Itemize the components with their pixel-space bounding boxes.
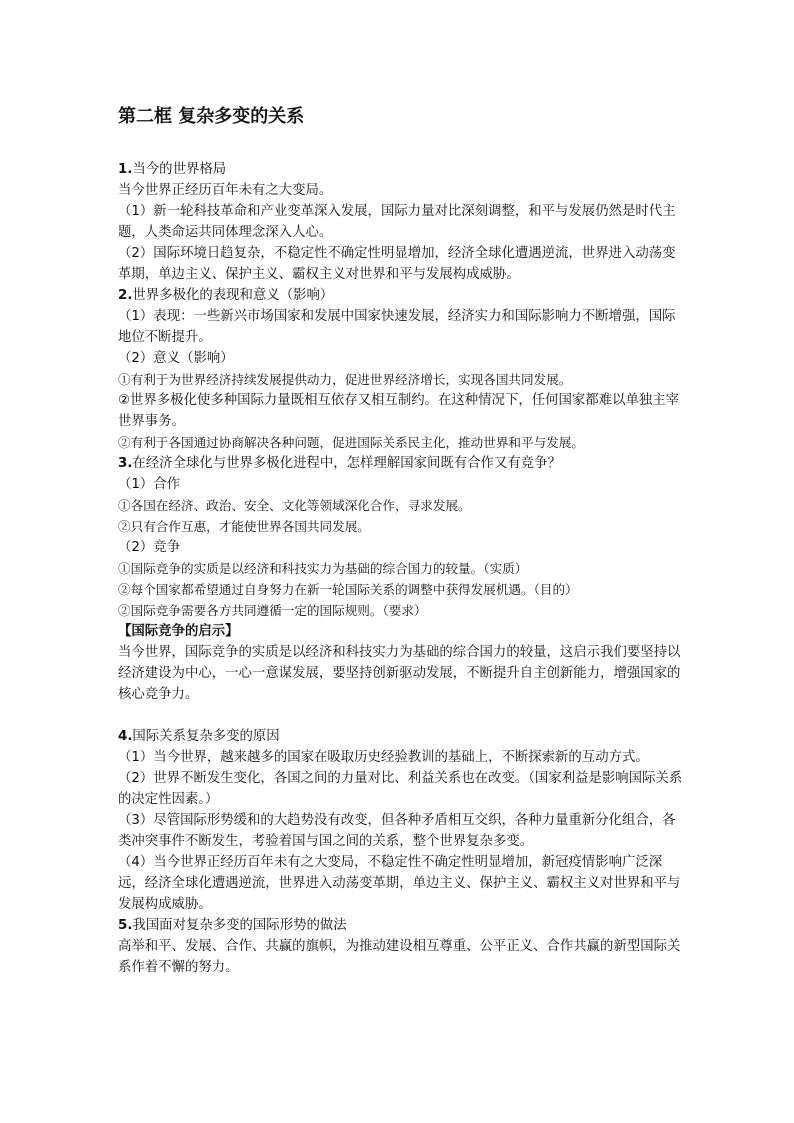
blank-line [118, 705, 688, 726]
paragraph: ②有利于各国通过协商解决各种问题，促进国际关系民主化，推动世界和平与发展。 [118, 435, 584, 450]
paragraph: 高举和平、发展、合作、共赢的旗帜，为推动建设相互尊重、公平正义、合作共赢的新型国际关系作着不懈的努力。 [118, 939, 681, 975]
paragraph: （1）表现：一些新兴市场国家和发展中国家快速发展，经济实力和国际影响力不断增强，国际地位不断提升。 [118, 309, 676, 345]
section-number: 4. [118, 729, 133, 744]
paragraph: ①各国在经济、政治、安全、文化等领域深化合作，寻求发展。 [118, 498, 471, 513]
paragraph: （2）竞争 [118, 540, 181, 555]
section-number: 5. [118, 918, 133, 933]
paragraph: （2）意义（影响） [118, 351, 234, 366]
page-title: 第二框 复杂多变的关系 [118, 106, 305, 127]
section-number: 1. [118, 162, 133, 177]
document-body [118, 159, 688, 978]
section-heading-text: 世界多极化的表现和意义（影响） [132, 288, 334, 303]
paragraph: （1）合作 [118, 477, 181, 492]
section-number: 2. [118, 288, 133, 303]
document-page [118, 103, 688, 978]
section-heading [118, 285, 688, 306]
section-heading-text: 我国面对复杂多变的国际形势的做法 [132, 918, 347, 933]
section-heading-text: 在经济全球化与世界多极化进程中，怎样理解国家间既有合作又有竞争？ [132, 456, 561, 471]
paragraph: （1）新一轮科技革命和产业变革深入发展，国际力量对比深刻调整，和平与发展仍然是时代主题，人类命运共同体理念深入人心。 [118, 204, 676, 240]
paragraph: ②国际竞争需要各方共同遵循一定的国际规则。（要求） [118, 603, 427, 618]
paragraph: （2）国际环境日趋复杂，不稳定性不确定性明显增加，经济全球化遭遇逆流，世界进入动荡变革期，单边主义、保护主义、霸权主义对世界和平与发展构成威胁。 [118, 246, 676, 282]
section-heading-text: 当今的世界格局 [132, 162, 227, 177]
paragraph: （3）尽管国际形势缓和的大趋势没有改变，但各种矛盾相互交织，各种力量重新分化组合，各类冲突事件不断发生，考验着国与国之间的关系，整个世界复杂多变。 [118, 813, 676, 849]
paragraph: ②只有合作互惠，才能使世界各国共同发展。 [118, 519, 370, 534]
paragraph: ①有利于为世界经济持续发展提供动力，促进世界经济增长，实现各国共同发展。 [118, 372, 572, 387]
section-heading [118, 453, 688, 474]
paragraph: （4）当今世界正经历百年未有之大变局，不稳定性不确定性明显增加，新冠疫情影响广泛深远，经济全球化遭遇逆流，世界进入动荡变革期，单边主义、保护主义、霸权主义对世界和平与发展构成威胁。 [118, 855, 681, 912]
section-heading [118, 915, 688, 936]
section-heading [118, 159, 688, 180]
paragraph: ②世界多极化使多种国际力量既相互依存又相互制约。在这种情况下，任何国家都难以单独主宰世界事务。 [118, 393, 680, 429]
subsection-heading: 【国际竞争的启示】 [118, 624, 239, 639]
paragraph: （2）世界不断发生变化，各国之间的力量对比、利益关系也在改变。（国家利益是影响国际关系的决定性因素。） [118, 771, 683, 807]
paragraph: （1）当今世界，越来越多的国家在吸取历史经验教训的基础上，不断探索新的互动方式。 [118, 750, 649, 765]
paragraph: ①国际竞争的实质是以经济和科技实力为基础的综合国力的较量。（实质） [118, 561, 528, 576]
paragraph: 当今世界，国际竞争的实质是以经济和科技实力为基础的综合国力的较量，这启示我们要坚持以经济建设为中心，一心一意谋发展，要坚持创新驱动发展，不断提升自主创新能力，增强国家的核心竞争力。 [118, 645, 681, 702]
section-heading [118, 726, 688, 747]
paragraph: 当今世界正经历百年未有之大变局。 [118, 183, 333, 198]
section-number: 3. [118, 456, 133, 471]
section-heading-text: 国际关系复杂多变的原因 [132, 729, 280, 744]
paragraph: ②每个国家都希望通过自身努力在新一轮国际关系的调整中获得发展机遇。（目的） [118, 582, 578, 597]
